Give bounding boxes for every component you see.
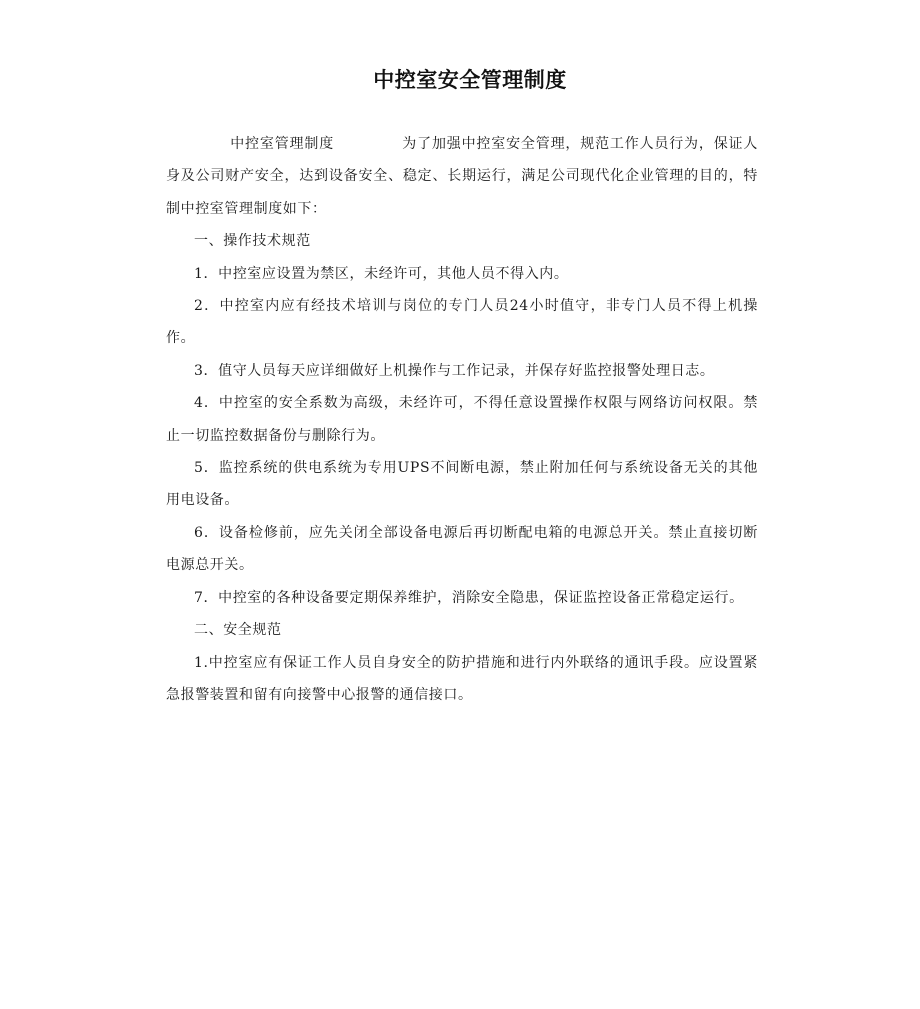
- intro-text-rest: 保证人身及公司财产安全，达到设备安全、稳定、长期运行，满足公司现代化企业管理的目的，特制中控室管理制度如下：: [166, 136, 758, 217]
- document-body: [166, 128, 758, 711]
- list-item: 2．中控室内应有经技术培训与岗位的专门人员24小时值守，非专门人员不得上机操作。: [166, 298, 758, 347]
- list-item: 5．监控系统的供电系统为专用UPS不间断电源，禁止附加任何与系统设备无关的其他用电设备。: [166, 460, 758, 509]
- section-heading-2: 二、安全规范: [194, 622, 282, 639]
- list-item: 1．中控室应设置为禁区，未经许可，其他人员不得入内。: [194, 265, 569, 282]
- intro-text-first: 为了加强中控室安全管理，规范工作人员行为，: [402, 136, 714, 152]
- section-heading-1: 一、操作技术规范: [194, 233, 311, 250]
- list-item: 4．中控室的安全系数为高级，未经许可，不得任意设置操作权限与网络访问权限。禁止一切监控数据备份与删除行为。: [166, 395, 758, 444]
- intro-paragraph: [166, 128, 758, 225]
- list-item: 1.中控室应有保证工作人员自身安全的防护措施和进行内外联络的通讯手段。应设置紧急报警装置和留有向接警中心报警的通信接口。: [166, 654, 758, 703]
- list-item: 6．设备检修前，应先关闭全部设备电源后再切断配电箱的电源总开关。禁止直接切断电源总开关。: [166, 524, 758, 574]
- list-item: 7．中控室的各种设备要定期保养维护，消除安全隐患，保证监控设备正常稳定运行。: [194, 589, 744, 606]
- page-title: 中控室安全管理制度: [373, 68, 567, 92]
- list-item: 3．值守人员每天应详细做好上机操作与工作记录，并保存好监控报警处理日志。: [194, 362, 715, 379]
- intro-label: 中控室管理制度: [230, 136, 335, 152]
